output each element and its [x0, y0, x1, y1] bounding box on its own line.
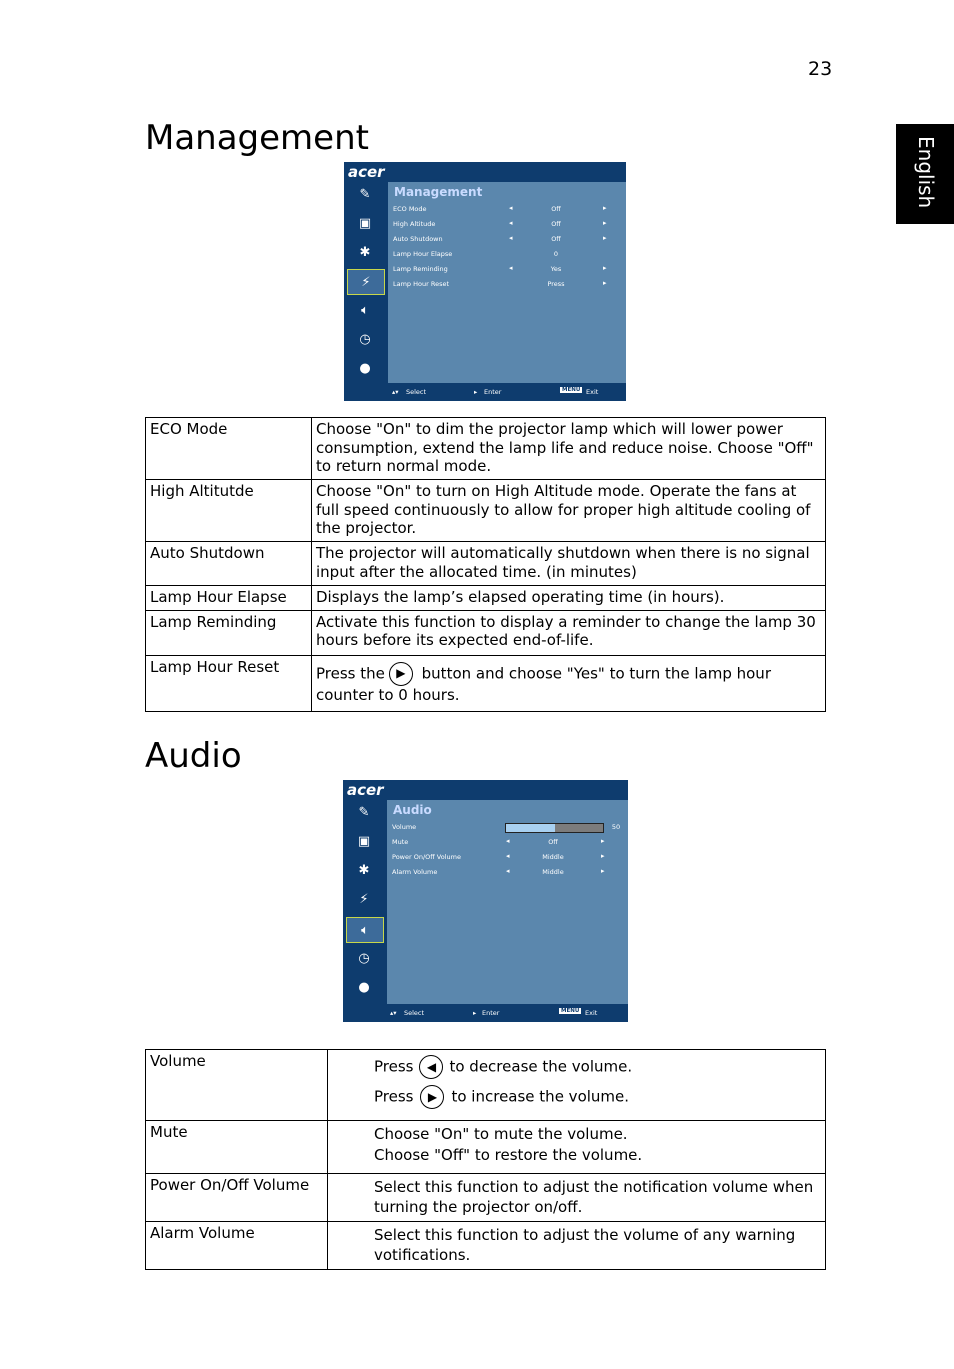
osd-footer: ▴▾ Select ▸ Enter MENU Exit: [390, 1008, 598, 1017]
right-arrow-icon: ▸: [603, 204, 607, 212]
desc-cell: Choose "On" to mute the volume. Choose "Off" to restore the volume.: [328, 1121, 826, 1174]
table-row: [146, 610, 826, 655]
right-arrow-icon: ▸: [603, 219, 607, 227]
table-row: [146, 655, 826, 711]
osd-row: Power On/Off Volume ◂ Middle ▸: [392, 852, 605, 861]
management-heading: Management: [145, 118, 369, 158]
management-icon: ⚡: [347, 269, 385, 295]
desc-cell: Choose "On" to turn on High Altitude mode. Operate the fans at full speed continuously to allow for proper high altitude cooling of the projector.: [312, 480, 826, 542]
management-table: [145, 417, 826, 712]
osd-row: Auto Shutdown ◂ Off ▸: [393, 234, 607, 243]
timer-icon: ◷: [359, 331, 371, 347]
osd-row: High Altitude ◂ Off ▸: [393, 219, 607, 228]
table-row: [146, 480, 826, 542]
setting-icon: ✱: [359, 244, 371, 260]
enter-arrow-icon: ▸: [473, 1009, 477, 1017]
management-osd-screenshot: [344, 162, 626, 401]
osd-footer: ▴▾ Select ▸ Enter MENU Exit: [392, 387, 599, 396]
osd-title: Management: [394, 185, 483, 199]
audio-icon: 🔈︎: [346, 917, 384, 943]
color-icon: ✎: [358, 804, 370, 820]
updown-arrow-icon: ▴▾: [392, 388, 399, 396]
item-cell: Mute: [146, 1121, 328, 1174]
right-arrow-icon: ▸: [601, 867, 605, 875]
color-icon: ✎: [359, 186, 371, 202]
setting-icon: ✱: [358, 862, 370, 878]
osd-row: ECO Mode ◂ Off ▸: [393, 204, 607, 213]
desc-cell: The projector will automatically shutdown when there is no signal input after the allocated time. (in minutes): [312, 542, 826, 586]
desc-cell: Displays the lamp’s elapsed operating time (in hours).: [312, 586, 826, 611]
desc-cell: Choose "On" to dim the projector lamp which will lower power consumption, extend the lamp life and reduce noise. Choose "Off" to return normal mode.: [312, 418, 826, 480]
osd-row: Volume 50: [392, 823, 621, 831]
management-icon: ⚡: [359, 891, 369, 907]
audio-heading: Audio: [145, 736, 242, 776]
desc-cell: Press ◀ to decrease the volume. Press ▶ to increase the volume.: [328, 1050, 826, 1121]
item-cell: Power On/Off Volume: [146, 1174, 328, 1222]
page-number: 23: [808, 58, 833, 80]
right-arrow-icon: ▸: [603, 279, 607, 287]
left-arrow-icon: ◂: [506, 852, 510, 860]
timer-icon: ◷: [358, 950, 370, 966]
left-arrow-icon: ◂: [506, 867, 510, 875]
item-cell: Alarm Volume: [146, 1222, 328, 1270]
image-icon: ▣: [358, 215, 372, 231]
osd-row: Alarm Volume ◂ Middle ▸: [392, 867, 605, 876]
enter-arrow-icon: ▸: [474, 388, 478, 396]
table-row: [146, 1222, 826, 1270]
audio-table: [145, 1049, 826, 1270]
right-button-icon: ▶: [389, 662, 413, 686]
table-row: [146, 1050, 826, 1121]
left-arrow-icon: ◂: [509, 264, 513, 272]
right-arrow-icon: ▸: [603, 264, 607, 272]
osd-row: Lamp Hour Reset Press ▸: [393, 279, 607, 288]
left-arrow-icon: ◂: [506, 837, 510, 845]
item-cell: High Altitutde: [146, 480, 312, 542]
desc-cell: Activate this function to display a reminder to change the lamp 30 hours before its expected end-of-life.: [312, 610, 826, 655]
volume-bar-fill: [506, 824, 555, 832]
right-arrow-icon: ▸: [603, 234, 607, 242]
language-icon: ●: [359, 360, 371, 376]
language-tab-label: English: [914, 136, 938, 209]
osd-row: Lamp Reminding ◂ Yes ▸: [393, 264, 607, 273]
desc-cell: Select this function to adjust the volume of any warning votifications.: [328, 1222, 826, 1270]
item-cell: Lamp Reminding: [146, 610, 312, 655]
image-icon: ▣: [357, 833, 371, 849]
table-row: [146, 418, 826, 480]
audio-osd-screenshot: [343, 780, 628, 1022]
table-row: [146, 1121, 826, 1174]
item-cell: Volume: [146, 1050, 328, 1121]
left-button-icon: ◀: [419, 1055, 443, 1079]
osd-row: Lamp Hour Elapse 0: [393, 250, 559, 258]
updown-arrow-icon: ▴▾: [390, 1009, 397, 1017]
item-cell: Lamp Hour Elapse: [146, 586, 312, 611]
language-icon: ●: [358, 979, 370, 995]
desc-cell: Select this function to adjust the notification volume when turning the projector on/off.: [328, 1174, 826, 1222]
item-cell: ECO Mode: [146, 418, 312, 480]
left-arrow-icon: ◂: [509, 234, 513, 242]
volume-bar: [505, 823, 604, 833]
item-cell: Auto Shutdown: [146, 542, 312, 586]
desc-cell: Press the ▶ button and choose "Yes" to turn the lamp hour counter to 0 hours.: [312, 655, 826, 711]
left-arrow-icon: ◂: [509, 204, 513, 212]
acer-logo: acer: [347, 781, 384, 799]
right-button-icon: ▶: [420, 1085, 444, 1109]
acer-logo: acer: [348, 163, 385, 181]
item-cell: Lamp Hour Reset: [146, 655, 312, 711]
left-arrow-icon: ◂: [509, 219, 513, 227]
right-arrow-icon: ▸: [601, 837, 605, 845]
audio-icon: 🔈︎: [361, 302, 369, 318]
table-row: [146, 1174, 826, 1222]
table-row: [146, 586, 826, 611]
osd-row: Mute ◂ Off ▸: [392, 837, 605, 846]
language-tab: [896, 124, 954, 224]
osd-title: Audio: [393, 803, 432, 817]
right-arrow-icon: ▸: [601, 852, 605, 860]
table-row: [146, 542, 826, 586]
